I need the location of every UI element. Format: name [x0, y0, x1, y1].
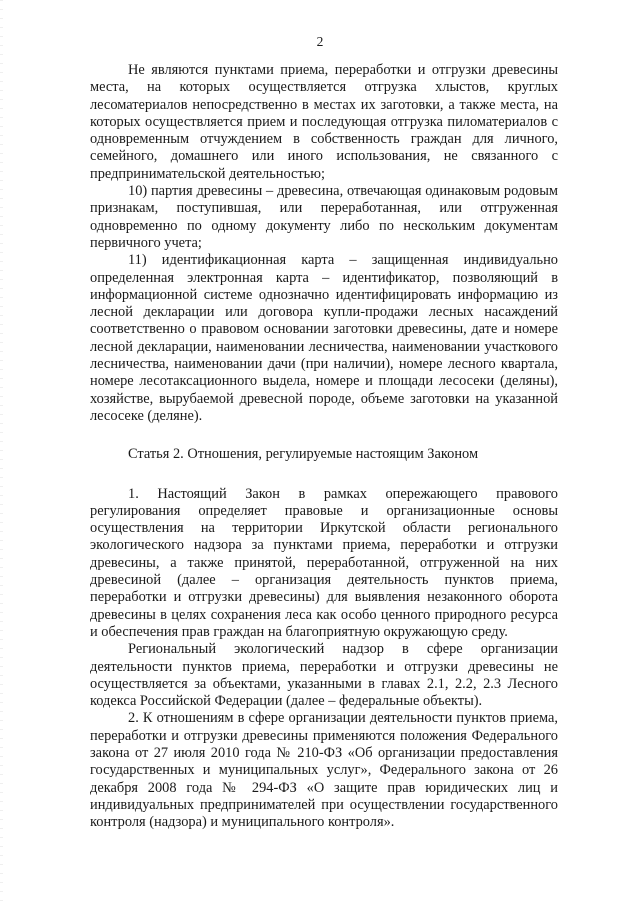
paragraph-item-10: 10) партия древесины – древесина, отвечающая одинаковым родовым признакам, поступившая, или переработанная, или отгруженная одновременно по одному документу либо по нескольким документам первичного учета; [90, 183, 558, 251]
article-2-paragraph-1: 1. Настоящий Закон в рамках опережающего правового регулирования определяет правовые и организационные основы осуществления на территории Иркутской области регионального экологического надзора за пунктами приема, переработки и отгрузки древесины, а также принятой, переработанной, отгруженной на них древесиной (далее – организация деятельность пунктов приема, переработки и отгрузки древесины) для выявления незаконного оборота древесины в целях сохранения леса как особо ценного природного ресурса и обеспечения прав граждан на благоприятную окружающую среду. [90, 485, 558, 640]
document-body [90, 62, 558, 831]
paragraph-item-11: 11) идентификационная карта – защищенная индивидуально определенная электронная карта – идентификатор, позволяющий в информационной системе однозначно идентифицировать информацию из лесной декларации или договора купли-продажи лесных насаждений соответственно о правовом основании заготовки древесины, дате и номере лесной декларации, наименовании лесничества, наименовании участкового лесничества, наименовании дачи (при наличии), номере лесного квартала, номере лесотаксационного выдела, номере и площади лесосеки (деляны), хозяйстве, вырубаемой древесной породе, объеме заготовки на указанной лесосеке (деляне). [90, 252, 558, 424]
scan-edge-artifact [0, 0, 3, 905]
page-number: 2 [316, 34, 324, 49]
article-2-paragraph-regional-supervision: Региональный экологический надзор в сфере организации деятельности пунктов приема, переработки и отгрузки древесины не осуществляется за объектами, указанными в главах 2.1, 2.2, 2.3 Лесного кодекса Российской Федерации (далее – федеральные объекты). [90, 641, 558, 710]
article-2-heading: Статья 2. Отношения, регулируемые настоящим Законом [128, 446, 479, 463]
paragraph-non-points: Не являются пунктами приема, переработки и отгрузки древесины места, на которых осуществляется отгрузка хлыстов, круглых лесоматериалов непосредственно в местах их заготовки, а также места, на которых осуществляется прием и последующая отгрузка пиломатериалов с одновременным отчуждением в собственность граждан для личного, семейного, домашнего или иного использования, не связанного с предпринимательской деятельностью; [90, 62, 558, 182]
article-2-paragraph-2: 2. К отношениям в сфере организации деятельности пунктов приема, переработки и отгрузки древесины применяются положения Федерального закона от 27 июля 2010 года № 210-ФЗ «Об организации предоставления государственных и муниципальных услуг», Федерального закона от 26 декабря 2008 года № 294-ФЗ «О защите прав юридических лиц и индивидуальных предпринимателей при осуществлении государственного контроля (надзора) и муниципального контроля». [90, 710, 558, 831]
